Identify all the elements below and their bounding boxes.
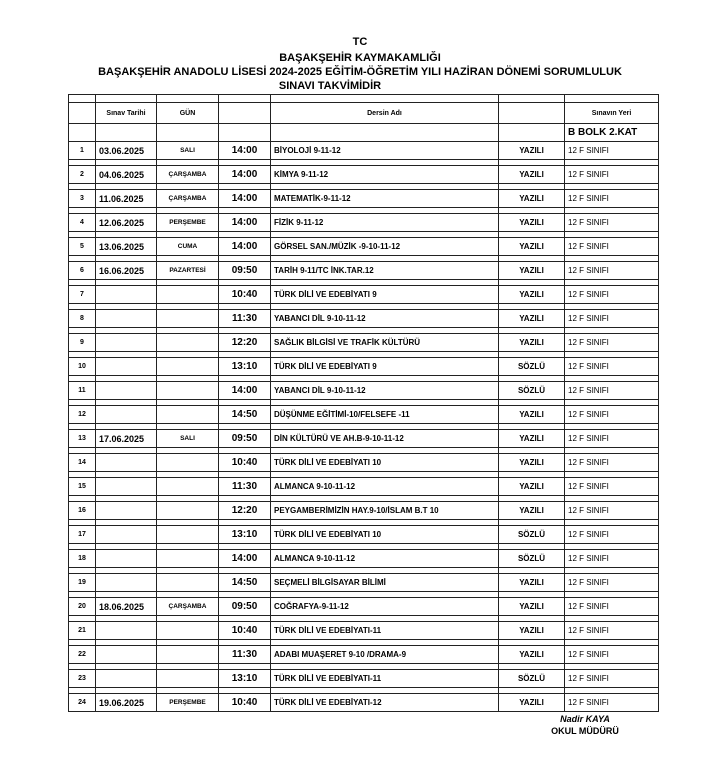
table-row <box>69 214 659 232</box>
row-number: 15 <box>69 478 96 496</box>
exam-place: 12 F SINIFI <box>565 454 659 472</box>
exam-date: 12.06.2025 <box>96 214 157 232</box>
course-name: ADABI MUAŞERET 9-10 /DRAMA-9 <box>271 646 499 664</box>
row-number: 7 <box>69 286 96 304</box>
course-name: TARİH 9-11/TC İNK.TAR.12 <box>271 262 499 280</box>
exam-time: 13:10 <box>219 670 271 688</box>
exam-type: YAZILI <box>499 430 565 448</box>
exam-type: YAZILI <box>499 262 565 280</box>
row-number: 8 <box>69 310 96 328</box>
exam-date <box>96 574 157 592</box>
exam-day <box>157 670 219 688</box>
exam-type: SÖZLÜ <box>499 526 565 544</box>
course-name: DÜŞÜNME EĞİTİMİ-10/FELSEFE -11 <box>271 406 499 424</box>
exam-type: SÖZLÜ <box>499 358 565 376</box>
exam-type: YAZILI <box>499 406 565 424</box>
row-number: 1 <box>69 142 96 160</box>
course-name: PEYGAMBERİMİZİN HAY.9-10/İSLAM B.T 10 <box>271 502 499 520</box>
exam-type: SÖZLÜ <box>499 382 565 400</box>
exam-date <box>96 478 157 496</box>
exam-day: ÇARŞAMBA <box>157 598 219 616</box>
exam-day: PAZARTESİ <box>157 262 219 280</box>
exam-time: 11:30 <box>219 310 271 328</box>
course-name: TÜRK DİLİ VE EDEBİYATI 10 <box>271 454 499 472</box>
row-number: 2 <box>69 166 96 184</box>
row-number: 23 <box>69 670 96 688</box>
row-number: 12 <box>69 406 96 424</box>
exam-time: 13:10 <box>219 526 271 544</box>
table-row <box>69 574 659 592</box>
exam-date <box>96 286 157 304</box>
exam-time: 13:10 <box>219 358 271 376</box>
table-row <box>69 142 659 160</box>
exam-type: YAZILI <box>499 598 565 616</box>
exam-time: 10:40 <box>219 622 271 640</box>
row-number: 16 <box>69 502 96 520</box>
course-name: TÜRK DİLİ VE EDEBİYATI 10 <box>271 526 499 544</box>
col-header-place: Sınavın Yeri <box>565 103 659 124</box>
exam-day: CUMA <box>157 238 219 256</box>
table-row <box>69 526 659 544</box>
exam-day: PERŞEMBE <box>157 214 219 232</box>
exam-place: 12 F SINIFI <box>565 286 659 304</box>
exam-place: 12 F SINIFI <box>565 646 659 664</box>
exam-date: 03.06.2025 <box>96 142 157 160</box>
course-name: SEÇMELİ BİLGİSAYAR BİLİMİ <box>271 574 499 592</box>
exam-day <box>157 550 219 568</box>
exam-place: 12 F SINIFI <box>565 190 659 208</box>
course-name: ALMANCA 9-10-11-12 <box>271 478 499 496</box>
exam-place: 12 F SINIFI <box>565 358 659 376</box>
exam-time: 10:40 <box>219 694 271 712</box>
row-number: 21 <box>69 622 96 640</box>
exam-date <box>96 382 157 400</box>
exam-day <box>157 382 219 400</box>
exam-place: 12 F SINIFI <box>565 550 659 568</box>
exam-place: 12 F SINIFI <box>565 694 659 712</box>
building-row <box>69 124 659 142</box>
course-name: GÖRSEL SAN./MÜZİK -9-10-11-12 <box>271 238 499 256</box>
exam-time: 14:50 <box>219 406 271 424</box>
exam-place: 12 F SINIFI <box>565 406 659 424</box>
exam-time: 12:20 <box>219 502 271 520</box>
exam-type: YAZILI <box>499 334 565 352</box>
exam-place: 12 F SINIFI <box>565 382 659 400</box>
table-row <box>69 478 659 496</box>
exam-time: 14:00 <box>219 142 271 160</box>
exam-date: 19.06.2025 <box>96 694 157 712</box>
exam-time: 14:00 <box>219 550 271 568</box>
exam-time: 09:50 <box>219 430 271 448</box>
exam-type: YAZILI <box>499 694 565 712</box>
course-name: KİMYA 9-11-12 <box>271 166 499 184</box>
exam-day: SALI <box>157 142 219 160</box>
row-number: 9 <box>69 334 96 352</box>
exam-place: 12 F SINIFI <box>565 262 659 280</box>
exam-type: YAZILI <box>499 142 565 160</box>
row-number: 11 <box>69 382 96 400</box>
exam-time: 09:50 <box>219 598 271 616</box>
row-number: 24 <box>69 694 96 712</box>
row-number: 22 <box>69 646 96 664</box>
course-name: YABANCI DİL 9-10-11-12 <box>271 310 499 328</box>
exam-type: YAZILI <box>499 286 565 304</box>
exam-date <box>96 670 157 688</box>
course-name: FİZİK 9-11-12 <box>271 214 499 232</box>
course-name: YABANCI DİL 9-10-11-12 <box>271 382 499 400</box>
exam-date <box>96 502 157 520</box>
exam-date: 18.06.2025 <box>96 598 157 616</box>
exam-day <box>157 622 219 640</box>
table-row <box>69 430 659 448</box>
exam-time: 12:20 <box>219 334 271 352</box>
exam-time: 11:30 <box>219 478 271 496</box>
exam-type: YAZILI <box>499 166 565 184</box>
exam-date: 04.06.2025 <box>96 166 157 184</box>
exam-date <box>96 646 157 664</box>
principal-title: OKUL MÜDÜRÜ <box>551 726 619 736</box>
row-number: 10 <box>69 358 96 376</box>
exam-time: 14:00 <box>219 238 271 256</box>
row-number: 13 <box>69 430 96 448</box>
row-number: 6 <box>69 262 96 280</box>
course-name: TÜRK DİLİ VE EDEBİYATI 9 <box>271 286 499 304</box>
exam-schedule-table <box>68 94 659 712</box>
table-row <box>69 550 659 568</box>
principal-name: Nadir KAYA <box>560 714 610 724</box>
column-header-row <box>69 103 659 124</box>
exam-day <box>157 478 219 496</box>
exam-type: SÖZLÜ <box>499 670 565 688</box>
exam-time: 14:00 <box>219 166 271 184</box>
table-row <box>69 502 659 520</box>
course-name: TÜRK DİLİ VE EDEBİYATI-12 <box>271 694 499 712</box>
exam-type: YAZILI <box>499 622 565 640</box>
header-line-1: TC <box>352 36 368 48</box>
header-line-4: SINAVI TAKVİMİDİR <box>278 80 382 92</box>
course-name: SAĞLIK BİLGİSİ VE TRAFİK KÜLTÜRÜ <box>271 334 499 352</box>
col-header-day: GÜN <box>157 103 219 124</box>
row-number: 20 <box>69 598 96 616</box>
table-row <box>69 286 659 304</box>
exam-type: YAZILI <box>499 310 565 328</box>
table-row <box>69 406 659 424</box>
row-number: 19 <box>69 574 96 592</box>
table-row <box>69 190 659 208</box>
exam-day <box>157 646 219 664</box>
exam-place: 12 F SINIFI <box>565 238 659 256</box>
exam-day <box>157 574 219 592</box>
row-number: 14 <box>69 454 96 472</box>
course-name: TÜRK DİLİ VE EDEBİYATI 9 <box>271 358 499 376</box>
exam-place: 12 F SINIFI <box>565 598 659 616</box>
col-header-type <box>499 103 565 124</box>
exam-type: YAZILI <box>499 478 565 496</box>
table-row <box>69 622 659 640</box>
exam-place: 12 F SINIFI <box>565 334 659 352</box>
exam-type: SÖZLÜ <box>499 550 565 568</box>
course-name: TÜRK DİLİ VE EDEBİYATI-11 <box>271 670 499 688</box>
exam-date: 17.06.2025 <box>96 430 157 448</box>
exam-type: YAZILI <box>499 214 565 232</box>
exam-day <box>157 526 219 544</box>
exam-type: YAZILI <box>499 454 565 472</box>
exam-place: 12 F SINIFI <box>565 142 659 160</box>
course-name: DİN KÜLTÜRÜ VE AH.B-9-10-11-12 <box>271 430 499 448</box>
header-line-3: BAŞAKŞEHİR ANADOLU LİSESİ 2024-2025 EĞİTİM-ÖĞRETİM YILI HAZİRAN DÖNEMİ SORUMLULUK <box>98 66 622 78</box>
table-row <box>69 262 659 280</box>
exam-place: 12 F SINIFI <box>565 622 659 640</box>
course-name: MATEMATİK-9-11-12 <box>271 190 499 208</box>
exam-place: 12 F SINIFI <box>565 214 659 232</box>
exam-time: 10:40 <box>219 286 271 304</box>
row-number: 18 <box>69 550 96 568</box>
table-row <box>69 166 659 184</box>
exam-time: 14:00 <box>219 214 271 232</box>
exam-date: 13.06.2025 <box>96 238 157 256</box>
exam-day <box>157 334 219 352</box>
exam-date <box>96 334 157 352</box>
table-row <box>69 670 659 688</box>
exam-date: 16.06.2025 <box>96 262 157 280</box>
course-name: COĞRAFYA-9-11-12 <box>271 598 499 616</box>
exam-type: YAZILI <box>499 238 565 256</box>
exam-day: PERŞEMBE <box>157 694 219 712</box>
course-name: ALMANCA 9-10-11-12 <box>271 550 499 568</box>
course-name: TÜRK DİLİ VE EDEBİYATI-11 <box>271 622 499 640</box>
col-header-date: Sınav Tarihi <box>96 103 157 124</box>
table-row <box>69 694 659 712</box>
exam-time: 14:50 <box>219 574 271 592</box>
exam-date <box>96 622 157 640</box>
exam-type: YAZILI <box>499 646 565 664</box>
table-row <box>69 334 659 352</box>
row-number: 4 <box>69 214 96 232</box>
exam-date <box>96 310 157 328</box>
table-row <box>69 646 659 664</box>
table-row <box>69 238 659 256</box>
row-number: 3 <box>69 190 96 208</box>
exam-type: YAZILI <box>499 574 565 592</box>
exam-type: YAZILI <box>499 190 565 208</box>
col-header-time <box>219 103 271 124</box>
exam-place: 12 F SINIFI <box>565 502 659 520</box>
exam-time: 14:00 <box>219 190 271 208</box>
col-header-course: Dersin Adı <box>271 103 499 124</box>
exam-place: 12 F SINIFI <box>565 526 659 544</box>
table-row <box>69 310 659 328</box>
exam-day: ÇARŞAMBA <box>157 190 219 208</box>
row-number: 17 <box>69 526 96 544</box>
building-label: B BOLK 2.KAT <box>565 124 659 142</box>
table-row <box>69 382 659 400</box>
exam-day <box>157 310 219 328</box>
exam-time: 11:30 <box>219 646 271 664</box>
exam-day <box>157 454 219 472</box>
exam-place: 12 F SINIFI <box>565 430 659 448</box>
exam-date: 11.06.2025 <box>96 190 157 208</box>
exam-place: 12 F SINIFI <box>565 574 659 592</box>
exam-date <box>96 526 157 544</box>
exam-day: SALI <box>157 430 219 448</box>
exam-place: 12 F SINIFI <box>565 670 659 688</box>
exam-day <box>157 406 219 424</box>
course-name: BİYOLOJİ 9-11-12 <box>271 142 499 160</box>
exam-day: ÇARŞAMBA <box>157 166 219 184</box>
exam-time: 10:40 <box>219 454 271 472</box>
exam-day <box>157 358 219 376</box>
header-line-2: BAŞAKŞEHİR KAYMAKAMLIĞI <box>279 52 441 64</box>
col-header-no <box>69 103 96 124</box>
row-number: 5 <box>69 238 96 256</box>
exam-place: 12 F SINIFI <box>565 310 659 328</box>
exam-place: 12 F SINIFI <box>565 166 659 184</box>
header-spacer-row <box>69 95 659 103</box>
exam-date <box>96 406 157 424</box>
exam-time: 14:00 <box>219 382 271 400</box>
table-row <box>69 358 659 376</box>
exam-date <box>96 358 157 376</box>
exam-day <box>157 286 219 304</box>
table-row <box>69 454 659 472</box>
table-row <box>69 598 659 616</box>
exam-place: 12 F SINIFI <box>565 478 659 496</box>
exam-day <box>157 502 219 520</box>
exam-date <box>96 454 157 472</box>
exam-type: YAZILI <box>499 502 565 520</box>
exam-date <box>96 550 157 568</box>
exam-time: 09:50 <box>219 262 271 280</box>
